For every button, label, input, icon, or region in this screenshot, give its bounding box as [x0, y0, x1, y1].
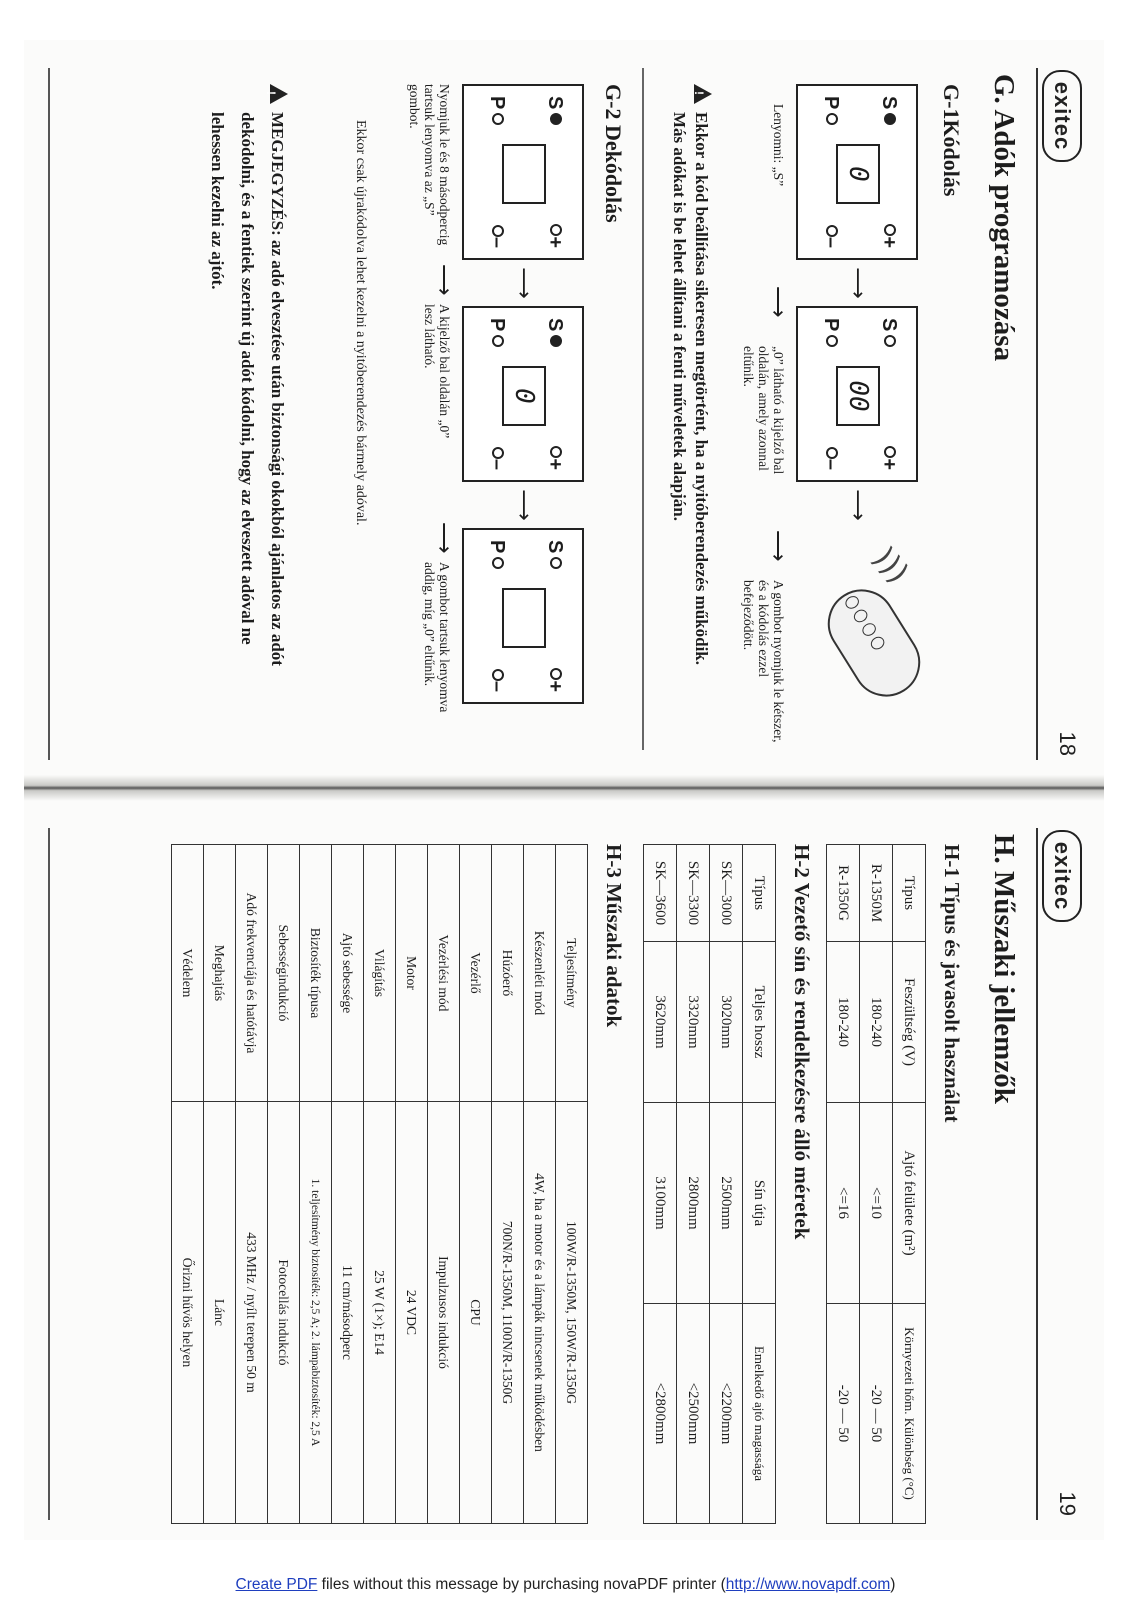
- table-row: [827, 845, 860, 1524]
- minus-label: –: [486, 680, 508, 692]
- table-cell: <=10: [860, 1103, 893, 1304]
- p-button-label: P: [486, 96, 508, 110]
- arrow-right-icon: ⟶: [766, 530, 791, 562]
- table-row: [710, 845, 743, 1524]
- table-cell: <2500mm: [677, 1304, 710, 1524]
- page-18: [24, 40, 1104, 780]
- table-header-cell: Feszültség (V): [893, 942, 926, 1103]
- table-header-row: [743, 845, 776, 1524]
- display-screen: 0: [836, 144, 880, 204]
- spec-value: CPU: [460, 1102, 492, 1524]
- rail-size-table: [643, 844, 776, 1524]
- spec-value: 25 W (1×); E14: [364, 1102, 396, 1524]
- table-cell: 180-240: [827, 942, 860, 1103]
- arrow-right-icon: ⟶: [845, 267, 870, 299]
- arrow-right-icon: ⟶: [845, 489, 870, 521]
- caption-step3: A gombot tartsuk lenyomva addig, míg „0” eltűnik.: [422, 562, 452, 713]
- type-usage-table: [826, 844, 926, 1524]
- plus-label: +: [878, 236, 900, 248]
- table-row: [172, 845, 204, 1524]
- plus-label: +: [544, 680, 566, 692]
- table-row: [428, 845, 460, 1524]
- remote-display-step1: [462, 84, 584, 260]
- spec-value: 100W/R-1350M, 150W/R-1350G: [556, 1102, 588, 1524]
- table-header-cell: Teljes hossz: [743, 942, 776, 1103]
- table-header-cell: Emelkedő ajtó magassága: [743, 1304, 776, 1524]
- spec-value: 433 MHz / nyílt terepen 50 m: [236, 1102, 268, 1524]
- spec-label: Készenléti mód: [524, 845, 556, 1102]
- table-row: [492, 845, 524, 1524]
- table-cell: 3320mm: [677, 942, 710, 1103]
- table-cell: R-1350M: [860, 845, 893, 942]
- table-cell: R-1350G: [827, 845, 860, 942]
- subsection-title-h3: H-3 Műszaki adatok: [602, 844, 626, 1028]
- decoding-flow-diagram: [462, 84, 584, 704]
- footer-text: files without this message by purchasing novaPDF printer (: [317, 1576, 726, 1593]
- p-led-icon: [826, 113, 838, 125]
- remote-display-step1: [796, 84, 918, 260]
- minus-label: –: [486, 236, 508, 248]
- plus-led-icon: [550, 668, 562, 680]
- arrow-right-icon: ⟶: [432, 522, 457, 554]
- spec-value: 24 VDC: [396, 1102, 428, 1524]
- plus-led-icon: [550, 446, 562, 458]
- caption-step3: A gombot nyomjuk le kétszer, és a kódolás ezzel befejeződött.: [741, 580, 786, 743]
- p-led-icon: [826, 335, 838, 347]
- coding-flow-diagram: [796, 84, 918, 528]
- minus-label: –: [820, 458, 842, 470]
- minus-led-icon: [826, 447, 838, 459]
- arrow-right-icon: ⟶: [432, 264, 457, 296]
- plus-label: +: [544, 458, 566, 470]
- table-cell: <=16: [827, 1103, 860, 1304]
- p-led-icon: [492, 335, 504, 347]
- s-led-icon: [550, 557, 562, 569]
- remote-display-step2: [462, 306, 584, 482]
- p-button-label: P: [486, 318, 508, 332]
- spec-value: 4W, ha a motor és a lámpák nincsenek működésben: [524, 1102, 556, 1524]
- spec-label: Motor: [396, 845, 428, 1102]
- display-screen: 0: [502, 366, 546, 426]
- s-button-label: S: [544, 540, 566, 554]
- table-cell: 2800mm: [677, 1103, 710, 1304]
- arrow-right-icon: ⟶: [511, 489, 536, 521]
- plus-led-icon: [550, 224, 562, 236]
- table-cell: 180-240: [860, 942, 893, 1103]
- minus-led-icon: [492, 225, 504, 237]
- page-number: 19: [1055, 1491, 1080, 1516]
- caption-step2: „0” látható a kijelző bal oldalán, amely azonnal eltűnik.: [741, 346, 786, 475]
- table-row: [644, 845, 677, 1524]
- subsection-title-h1: H-1 Típus és javasolt használat: [940, 844, 964, 1123]
- table-cell: 3020mm: [710, 942, 743, 1103]
- subsection-title-h2: H-2 Vezető sín és rendelkezésre álló méretek: [790, 844, 814, 1240]
- footer-rule: [48, 68, 50, 760]
- minus-label: –: [820, 236, 842, 248]
- table-cell: -20 — 50: [860, 1304, 893, 1524]
- p-led-icon: [492, 113, 504, 125]
- minus-led-icon: [492, 447, 504, 459]
- s-led-icon: [550, 335, 562, 347]
- remote-display-step3: [462, 528, 584, 704]
- spec-label: Biztosíték típusa: [300, 845, 332, 1102]
- table-header-cell: Ajtó felülete (m²): [893, 1103, 926, 1304]
- table-cell: <2800mm: [644, 1304, 677, 1524]
- spec-label: Világítás: [364, 845, 396, 1102]
- display-screen: 00: [836, 366, 880, 426]
- spec-value: Őrizni hűvös helyen: [172, 1102, 204, 1524]
- warning-icon: [270, 84, 288, 104]
- table-row: [677, 845, 710, 1524]
- page-number: 18: [1055, 731, 1080, 756]
- p-button-label: P: [820, 318, 842, 332]
- table-header-cell: Típus: [743, 845, 776, 942]
- table-header-cell: Környezeti hőm. Különbség (°C): [893, 1304, 926, 1524]
- plus-led-icon: [884, 224, 896, 236]
- s-button-label: S: [878, 318, 900, 332]
- technical-data-table: [171, 844, 588, 1524]
- section-title-g: G. Adók programozása: [988, 74, 1020, 362]
- s-button-label: S: [544, 318, 566, 332]
- spec-label: Húzóerő: [492, 845, 524, 1102]
- table-cell: 2500mm: [710, 1103, 743, 1304]
- spec-label: Teljesítmény: [556, 845, 588, 1102]
- create-pdf-link[interactable]: Create PDF: [235, 1576, 318, 1593]
- table-row: [332, 845, 364, 1524]
- table-row: [556, 845, 588, 1524]
- table-row: [236, 845, 268, 1524]
- subsection-title-g2: G-2 Dekódolás: [601, 84, 626, 223]
- minus-label: –: [486, 458, 508, 470]
- table-row: [524, 845, 556, 1524]
- s-led-icon: [550, 113, 562, 125]
- minus-led-icon: [826, 225, 838, 237]
- warning-icon: [694, 84, 712, 104]
- spec-value: 11 cm/másodperc: [332, 1102, 364, 1524]
- s-button-label: S: [544, 96, 566, 110]
- rotated-scan-spread: [24, 40, 1104, 1540]
- spec-label: Sebességindukció: [268, 845, 300, 1102]
- display-screen-blank: [502, 144, 546, 204]
- section-title-h: H. Műszaki jellemzők: [988, 834, 1020, 1104]
- spec-label: Meghajtás: [204, 845, 236, 1102]
- spec-label: Vezérlő: [460, 845, 492, 1102]
- table-cell: SK—3300: [677, 845, 710, 942]
- spec-label: Ajtó sebessége: [332, 845, 364, 1102]
- table-cell: -20 — 50: [827, 1304, 860, 1524]
- header-rule: [1036, 828, 1038, 1520]
- table-row: [364, 845, 396, 1524]
- s-led-icon: [884, 335, 896, 347]
- plus-label: +: [878, 458, 900, 470]
- spec-value: Lánc: [204, 1102, 236, 1524]
- table-row: [396, 845, 428, 1524]
- footer-rule: [48, 828, 50, 1520]
- footer-text-end: ): [890, 1576, 896, 1593]
- minus-led-icon: [492, 669, 504, 681]
- table-cell: 3620mm: [644, 942, 677, 1103]
- caption-step2: A kijelző bal oldalán „0” lesz látható.: [422, 304, 452, 439]
- s-button-label: S: [878, 96, 900, 110]
- plus-label: +: [544, 236, 566, 248]
- novapdf-url-link[interactable]: http://www.novapdf.com: [725, 1576, 891, 1593]
- signal-waves-icon: ))): [865, 540, 916, 591]
- s-led-icon: [884, 113, 896, 125]
- spec-value: 700N/R-1350M, 1100N/R-1350G: [492, 1102, 524, 1524]
- table-header-row: [893, 845, 926, 1524]
- spec-label: Vezérlési mód: [428, 845, 460, 1102]
- table-cell: 3100mm: [644, 1103, 677, 1304]
- table-row: [268, 845, 300, 1524]
- table-cell: SK—3000: [710, 845, 743, 942]
- caption-step1: Nyomjuk le és 8 másodpercig tartsuk lenyomva az „S” gombot.: [407, 84, 452, 246]
- p-led-icon: [492, 557, 504, 569]
- table-row: [204, 845, 236, 1524]
- page-19: [24, 800, 1104, 1540]
- spec-value: 1. teljesítmény biztosíték: 2,5 A; 2. lámpabiztosíték: 2,5 A: [300, 1102, 332, 1524]
- plus-led-icon: [884, 446, 896, 458]
- table-header-cell: Sín útja: [743, 1103, 776, 1304]
- display-screen-blank: [502, 588, 546, 648]
- table-cell: SK—3600: [644, 845, 677, 942]
- table-cell: <2200mm: [710, 1304, 743, 1524]
- p-button-label: P: [486, 540, 508, 554]
- book-gutter: [24, 775, 1104, 801]
- spec-value: Impulzusos indukció: [428, 1102, 460, 1524]
- section-divider: [642, 68, 644, 750]
- header-rule: [1036, 68, 1038, 760]
- table-row: [860, 845, 893, 1524]
- spec-label: Védelem: [172, 845, 204, 1102]
- table-row: [300, 845, 332, 1524]
- subsection-title-g1: G-1Kódolás: [939, 84, 964, 197]
- brand-logo: exitec: [1042, 70, 1082, 162]
- success-note: !Ekkor a kód beállítása sikeresen megtörtént, ha a nyitóberendezés működik. Más adókat is be lehet állítani a fenti műveletek alapján.: [668, 84, 712, 665]
- important-note: !MEGJEGYZÉS: az adó elvesztése után biztonsági okokból ajánlatos az adót dekódolni, és a fentiek szerint új adót kódolni, hogy az elveszett adóval ne lehessen kezelni az ajtót.: [202, 84, 292, 666]
- table-header-cell: Típus: [893, 845, 926, 942]
- arrow-right-icon: ⟶: [511, 267, 536, 299]
- spec-value: Fotocellás indukció: [268, 1102, 300, 1524]
- decoding-note: Ekkor csak újrakódolva lehet kezelni a nyitóberendezés bármely adóval.: [353, 120, 368, 526]
- remote-display-step2: [796, 306, 918, 482]
- spec-label: Adó frekvenciája és hatótávja: [236, 845, 268, 1102]
- remote-keyfob-icon: [815, 577, 933, 710]
- p-button-label: P: [820, 96, 842, 110]
- arrow-right-icon: ⟶: [766, 286, 791, 318]
- pdf-footer: [0, 1576, 1131, 1594]
- brand-logo: exitec: [1042, 830, 1082, 922]
- caption-step1: Lenyomni: „S”: [771, 104, 786, 187]
- table-row: [460, 845, 492, 1524]
